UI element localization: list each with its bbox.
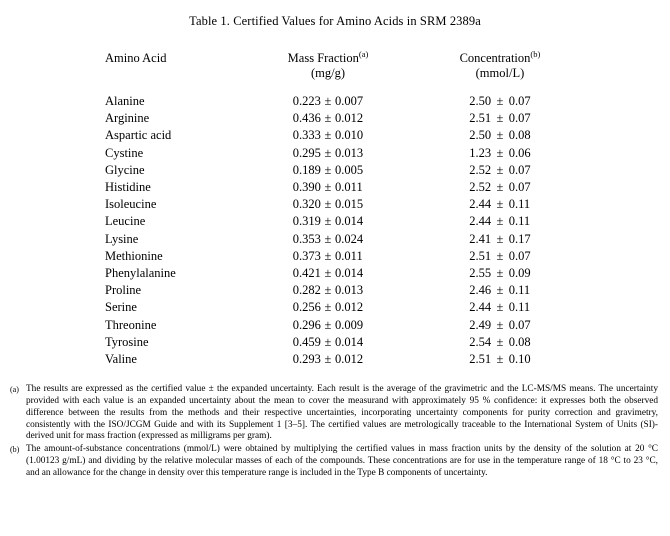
cell-plus-minus: ± [496, 197, 504, 212]
cell-gap-2 [393, 145, 435, 162]
column-header-mass-fraction [263, 48, 393, 66]
cell-gap-1 [219, 317, 263, 334]
cell-gap-1 [219, 265, 263, 282]
cell-gap-1 [219, 127, 263, 144]
cell-mass-fraction-uncertainty: 0.013 [335, 283, 364, 298]
cell-mass-fraction-uncertainty: 0.011 [335, 248, 363, 263]
cell-plus-minus: ± [496, 128, 504, 143]
cell-concentration: 2.46 [469, 283, 492, 298]
cell-mass-fraction: 0.390 [292, 180, 321, 195]
cell-gap-1 [219, 213, 263, 230]
certified-values-table [105, 48, 565, 368]
cell-plus-minus: ± [324, 317, 332, 332]
cell-mass-fraction-uncertainty: 0.012 [335, 111, 364, 126]
cell-mass-fraction: 0.189 [292, 162, 321, 177]
cell-plus-minus: ± [496, 300, 504, 315]
cell-gap-1 [219, 196, 263, 213]
cell-concentration: 2.51 [469, 248, 492, 263]
cell-plus-minus: ± [496, 162, 504, 177]
cell-plus-minus: ± [324, 283, 332, 298]
cell-concentration: 2.51 [469, 352, 492, 367]
units-blank [105, 66, 219, 81]
cell-concentration: 2.52 [469, 180, 492, 195]
cell-gap-2 [393, 179, 435, 196]
cell-gap-2 [393, 334, 435, 351]
cell-concentration: 2.44 [469, 300, 492, 315]
cell-concentration-uncertainty: 0.11 [508, 214, 531, 229]
header-gap-2 [393, 51, 435, 66]
cell-gap-1 [219, 162, 263, 179]
cell-concentration: 2.50 [469, 94, 492, 108]
header-gap-1 [219, 51, 263, 66]
cell-plus-minus: ± [324, 145, 332, 160]
table-row [105, 196, 565, 213]
cell-plus-minus: ± [496, 180, 504, 195]
cell-amino-acid: Histidine [105, 180, 151, 195]
cell-gap-1 [219, 299, 263, 316]
cell-mass-fraction: 0.333 [292, 128, 321, 143]
cell-amino-acid: Cystine [105, 145, 144, 160]
cell-amino-acid: Leucine [105, 214, 146, 229]
table-row [105, 317, 565, 334]
footnote-b [10, 444, 658, 479]
cell-amino-acid: Serine [105, 300, 137, 315]
table-row [105, 299, 565, 316]
cell-amino-acid: Threonine [105, 317, 157, 332]
cell-amino-acid: Glycine [105, 162, 145, 177]
cell-concentration: 2.52 [469, 162, 492, 177]
cell-plus-minus: ± [324, 248, 332, 263]
table-row [105, 145, 565, 162]
cell-mass-fraction-uncertainty: 0.013 [335, 145, 364, 160]
cell-gap-1 [219, 248, 263, 265]
cell-plus-minus: ± [324, 214, 332, 229]
footnote-b-marker [10, 444, 26, 479]
cell-mass-fraction-uncertainty: 0.015 [335, 197, 364, 212]
table-spacer-cell [105, 81, 565, 93]
cell-gap-1 [219, 145, 263, 162]
footnote-b-text: The amount-of-substance concentrations (mmol/L) were obtained by multiplying the certified values in mass fraction units by the density of the solution at 20 °C (1.00123 g/mL) and dividing by the relative molecular masses of each of the compounds. These concentrations are for use in the temperature range of 18 °C to 23 °C, and an allowance for the change in density over this temperature range is included in the Type B components of uncertainty. [26, 444, 658, 478]
cell-concentration: 2.51 [469, 111, 492, 126]
cell-plus-minus: ± [324, 334, 332, 349]
table-row [105, 351, 565, 368]
column-header-concentration-label: Concentration [459, 51, 531, 65]
cell-concentration-uncertainty: 0.07 [508, 94, 531, 108]
table-row [105, 334, 565, 351]
cell-concentration-uncertainty: 0.07 [508, 180, 531, 195]
cell-gap-2 [393, 265, 435, 282]
cell-mass-fraction: 0.293 [292, 352, 321, 367]
cell-gap-2 [393, 248, 435, 265]
cell-gap-2 [393, 127, 435, 144]
cell-mass-fraction: 0.353 [292, 231, 321, 246]
cell-plus-minus: ± [324, 266, 332, 281]
cell-mass-fraction: 0.436 [292, 111, 321, 126]
cell-gap-1 [219, 334, 263, 351]
cell-gap-2 [393, 213, 435, 230]
cell-amino-acid: Arginine [105, 111, 150, 126]
column-header-amino-acid: Amino Acid [105, 51, 167, 65]
table-row [105, 248, 565, 265]
cell-mass-fraction: 0.256 [292, 300, 321, 315]
cell-plus-minus: ± [496, 317, 504, 332]
cell-concentration-uncertainty: 0.08 [508, 128, 531, 143]
cell-mass-fraction: 0.421 [292, 266, 321, 281]
cell-gap-2 [393, 196, 435, 213]
cell-concentration-uncertainty: 0.09 [508, 266, 531, 281]
cell-mass-fraction: 0.319 [292, 214, 321, 229]
cell-amino-acid: Tyrosine [105, 334, 149, 349]
cell-concentration-uncertainty: 0.07 [508, 317, 531, 332]
cell-amino-acid: Aspartic acid [105, 128, 172, 143]
table-row [105, 265, 565, 282]
cell-concentration-uncertainty: 0.08 [508, 334, 531, 349]
cell-concentration-uncertainty: 0.11 [508, 300, 531, 315]
cell-concentration: 2.44 [469, 214, 492, 229]
cell-concentration-uncertainty: 0.07 [508, 162, 531, 177]
table-row [105, 162, 565, 179]
cell-plus-minus: ± [496, 334, 504, 349]
table-row [105, 282, 565, 299]
units-gap-2 [393, 66, 435, 81]
cell-mass-fraction: 0.223 [292, 94, 321, 108]
cell-concentration: 2.54 [469, 334, 492, 349]
cell-gap-2 [393, 317, 435, 334]
cell-plus-minus: ± [324, 180, 332, 195]
cell-amino-acid: Phenylalanine [105, 266, 176, 281]
column-header-mass-fraction-label: Mass Fraction [287, 51, 359, 65]
cell-gap-2 [393, 110, 435, 127]
footnotes [0, 384, 670, 479]
footnote-a-text: The results are expressed as the certified value ± the expanded uncertainty. Each result is the average of the gravimetric and the LC-MS/MS means. The uncertainty provided with each value is an expanded uncertainty about the mean to cover the measurand with approximately 95 % confidence: it expresses both the observed difference between the results from the methods and their respective uncertainties, incorporating uncertainty components for purity correction and gravimetry, consistently with the ISO/JCGM Guide and with its Supplement 1 [3–5]. The certified values are metrologically traceable to the International System of Units (SI)-derived unit for mass fraction (expressed as milligrams per gram). [26, 384, 658, 442]
cell-mass-fraction: 0.320 [292, 197, 321, 212]
cell-mass-fraction: 0.373 [292, 248, 321, 263]
cell-plus-minus: ± [324, 111, 332, 126]
cell-plus-minus: ± [496, 283, 504, 298]
cell-concentration: 2.41 [469, 231, 492, 246]
cell-mass-fraction: 0.459 [292, 334, 321, 349]
cell-plus-minus: ± [324, 128, 332, 143]
cell-plus-minus: ± [324, 300, 332, 315]
cell-gap-1 [219, 110, 263, 127]
cell-plus-minus: ± [324, 352, 332, 367]
cell-mass-fraction-uncertainty: 0.009 [335, 317, 364, 332]
table-row [105, 93, 565, 110]
cell-plus-minus: ± [496, 145, 504, 160]
cell-amino-acid: Methionine [105, 248, 163, 263]
footnote-ref-a: (a) [358, 48, 369, 59]
cell-plus-minus: ± [496, 111, 504, 126]
cell-amino-acid: Lysine [105, 231, 139, 246]
cell-amino-acid: Alanine [105, 94, 145, 108]
cell-mass-fraction-uncertainty: 0.010 [335, 128, 364, 143]
cell-plus-minus: ± [324, 94, 332, 108]
cell-concentration: 2.50 [469, 128, 492, 143]
cell-gap-2 [393, 93, 435, 110]
cell-mass-fraction-uncertainty: 0.011 [335, 180, 363, 195]
cell-gap-1 [219, 231, 263, 248]
cell-plus-minus: ± [324, 197, 332, 212]
cell-concentration-uncertainty: 0.11 [508, 283, 531, 298]
table-units-row [105, 66, 565, 81]
cell-gap-1 [219, 351, 263, 368]
cell-plus-minus: ± [496, 94, 504, 108]
table-row [105, 110, 565, 127]
cell-plus-minus: ± [496, 266, 504, 281]
footnote-a-marker [10, 384, 26, 443]
cell-gap-2 [393, 299, 435, 316]
table-body [105, 93, 565, 368]
cell-amino-acid: Isoleucine [105, 197, 157, 212]
column-header-concentration [435, 48, 565, 66]
page-title: Table 1. Certified Values for Amino Acids in SRM 2389a [189, 14, 481, 28]
cell-concentration: 1.23 [469, 145, 492, 160]
cell-amino-acid: Proline [105, 283, 142, 298]
footnote-b-mark-text: (b) [10, 445, 20, 455]
cell-concentration: 2.49 [469, 317, 492, 332]
cell-mass-fraction-uncertainty: 0.024 [335, 231, 364, 246]
cell-gap-2 [393, 162, 435, 179]
cell-mass-fraction: 0.295 [292, 145, 321, 160]
cell-gap-1 [219, 282, 263, 299]
cell-concentration-uncertainty: 0.06 [508, 145, 531, 160]
units-concentration: (mmol/L) [475, 66, 525, 80]
cell-gap-1 [219, 179, 263, 196]
cell-concentration: 2.55 [469, 266, 492, 281]
cell-mass-fraction-uncertainty: 0.014 [335, 334, 364, 349]
table-header [105, 48, 565, 93]
units-mass-fraction: (mg/g) [310, 66, 345, 80]
cell-mass-fraction-uncertainty: 0.005 [335, 162, 364, 177]
cell-concentration-uncertainty: 0.07 [508, 111, 531, 126]
cell-concentration-uncertainty: 0.07 [508, 248, 531, 263]
cell-plus-minus: ± [496, 352, 504, 367]
table-row [105, 127, 565, 144]
cell-mass-fraction-uncertainty: 0.012 [335, 352, 364, 367]
cell-plus-minus: ± [324, 162, 332, 177]
cell-plus-minus: ± [496, 248, 504, 263]
cell-plus-minus: ± [496, 214, 504, 229]
table-row [105, 179, 565, 196]
cell-mass-fraction-uncertainty: 0.012 [335, 300, 364, 315]
table-spacer-row [105, 81, 565, 93]
cell-concentration-uncertainty: 0.10 [508, 352, 531, 367]
cell-mass-fraction-uncertainty: 0.014 [335, 266, 364, 281]
table-row [105, 213, 565, 230]
cell-amino-acid: Valine [105, 352, 137, 367]
cell-concentration: 2.44 [469, 197, 492, 212]
cell-plus-minus: ± [496, 231, 504, 246]
footnote-ref-b: (b) [530, 48, 541, 59]
units-gap-1 [219, 66, 263, 81]
cell-mass-fraction: 0.282 [292, 283, 321, 298]
document-page [0, 14, 670, 536]
cell-mass-fraction-uncertainty: 0.007 [335, 94, 364, 108]
table-row [105, 231, 565, 248]
cell-plus-minus: ± [324, 231, 332, 246]
cell-gap-2 [393, 282, 435, 299]
cell-gap-1 [219, 93, 263, 110]
table-header-row [105, 51, 565, 66]
cell-concentration-uncertainty: 0.17 [508, 231, 531, 246]
footnote-a [10, 384, 658, 443]
footnote-a-mark-text: (a) [10, 385, 19, 395]
cell-gap-2 [393, 231, 435, 248]
cell-gap-2 [393, 351, 435, 368]
cell-concentration-uncertainty: 0.11 [508, 197, 531, 212]
cell-mass-fraction: 0.296 [292, 317, 321, 332]
cell-mass-fraction-uncertainty: 0.014 [335, 214, 364, 229]
